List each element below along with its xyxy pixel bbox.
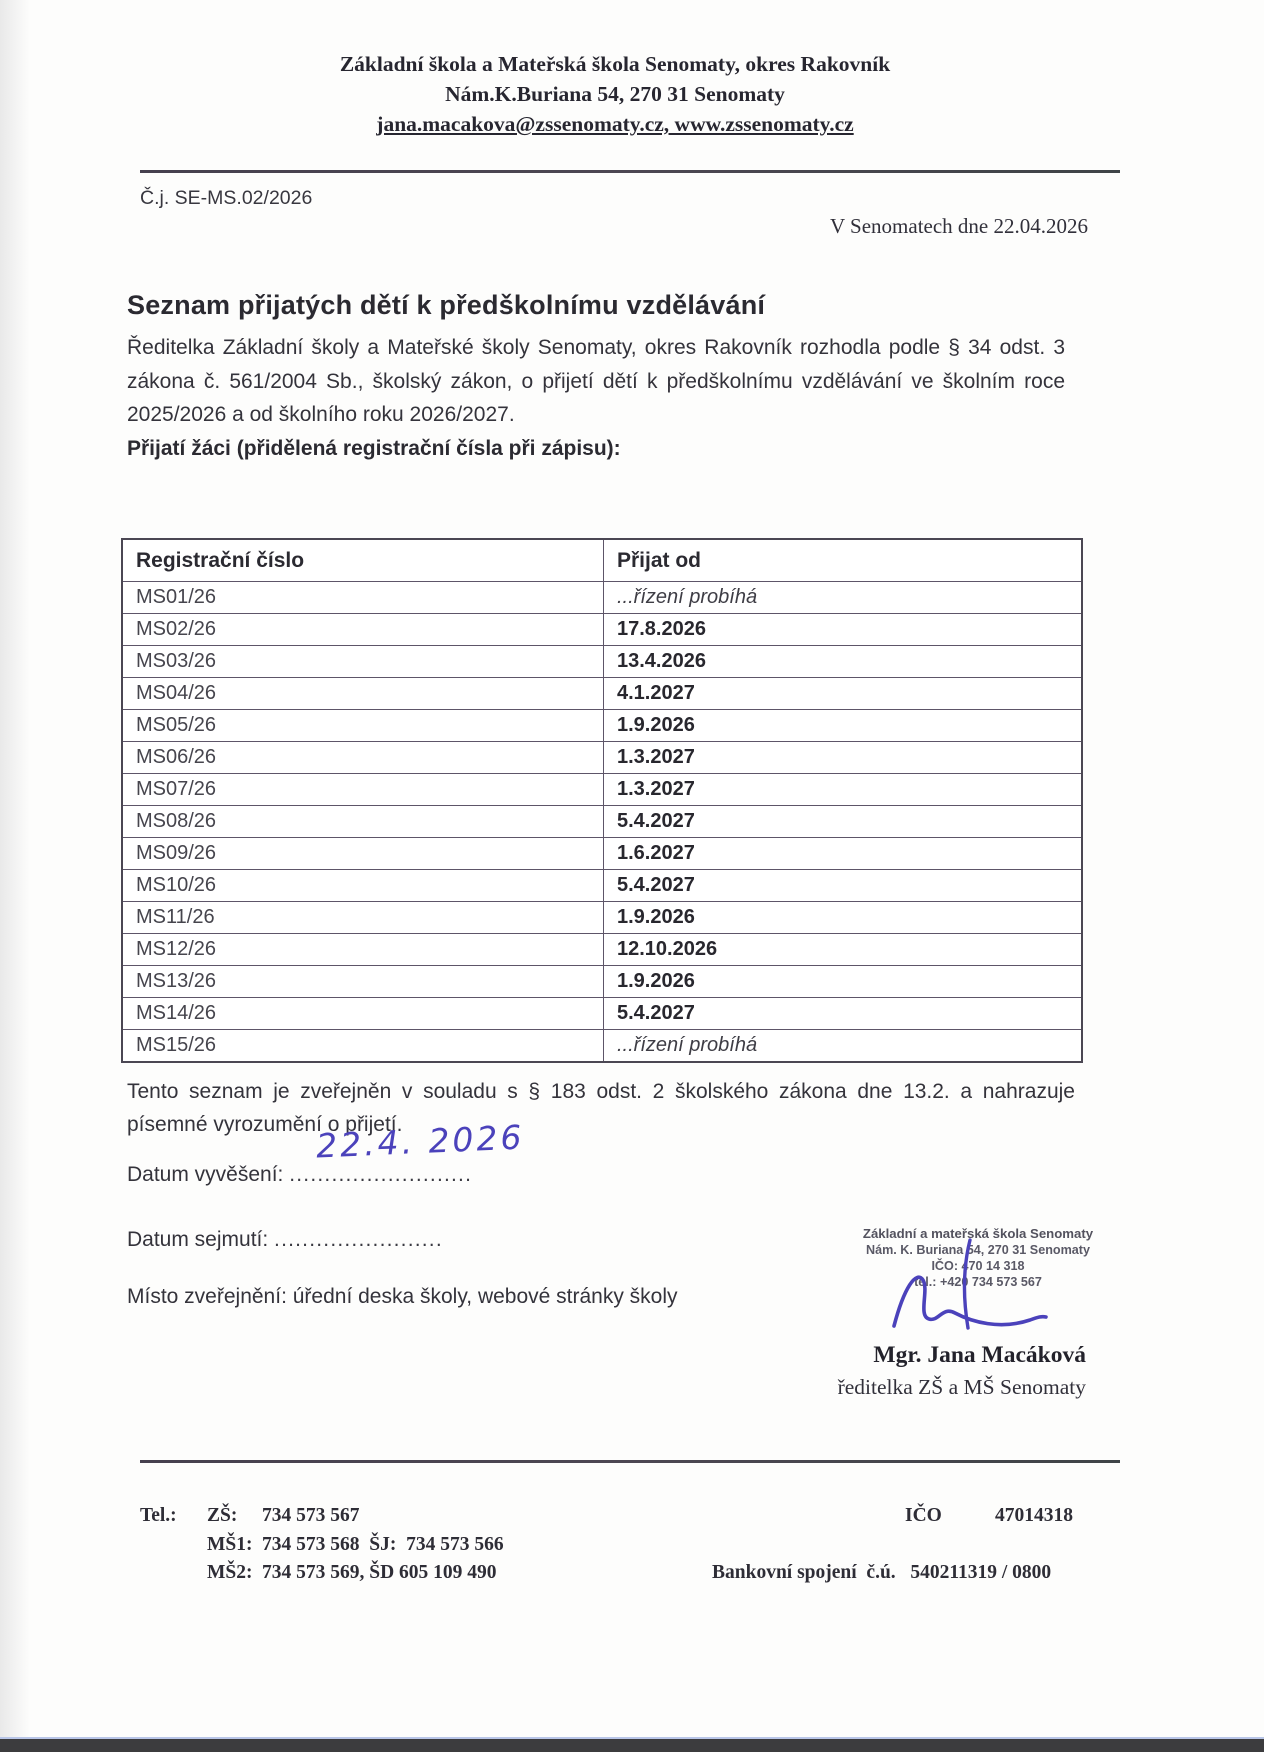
admitted-from-value: 1.3.2027 [617,746,695,768]
registration-number: MS03/26 [123,646,604,677]
admitted-from-value: 5.4.2027 [617,810,695,832]
intro-paragraph: Ředitelka Základní školy a Mateřské školy Senomaty, okres Rakovník rozhodla podle § 34 odst. 3 zákona č. 561/2004 Sb., školský zákon, o přijetí dětí k předškolnímu vzdělávání ve školním roce 2025/2026 a od školního roku 2026/2027. [127,336,1065,426]
admitted-from-value: 1.9.2026 [617,714,695,736]
admitted-from-value: 1.9.2026 [617,970,695,992]
footer-ico-label: IČO [905,1505,942,1526]
registration-number: MS06/26 [123,742,604,773]
registration-number: MS11/26 [123,902,604,933]
posted-date-dotted-line: .......................... [289,1163,473,1186]
registration-number: MS02/26 [123,614,604,645]
footer-bank-spacer [896,1562,911,1583]
admission-table-body [123,581,1081,1061]
registration-number: MS09/26 [123,838,604,869]
admitted-from-value: 17.8.2026 [617,618,706,640]
signer-role: ředitelka ZŠ a MŠ Senomaty [837,1375,1086,1399]
publication-location: Místo zveřejnění: úřední deska školy, webové stránky školy [127,1285,678,1308]
admitted-from-value: 12.10.2026 [617,938,718,960]
table-row [123,645,1081,677]
header-divider [140,170,1120,173]
stamp-school-name: Základní a mateřská škola Senomaty [862,1226,1094,1241]
column-header-admitted-from: Přijat od [617,548,702,572]
school-address: Nám.K.Buriana 54, 270 31 Senomaty [445,82,785,106]
table-header-row [123,540,1081,581]
posted-date-field [127,1163,472,1187]
school-email-web: jana.macakova@zssenomaty.cz, www.zssenomaty.cz [376,112,854,136]
admitted-from-value: 5.4.2027 [617,1002,695,1024]
table-row [123,933,1081,965]
stamp-ico: IČO: 470 14 318 [931,1259,1025,1273]
table-row [123,709,1081,741]
footer-divider [140,1460,1120,1463]
signature-block [838,1342,1086,1400]
footer-tel-label: Tel.: [140,1505,177,1526]
reference-number: Č.j. SE-MS.02/2026 [140,187,313,209]
admissions-table [121,538,1083,1063]
footer-bank-value: 540211319 / 0800 [910,1562,1052,1583]
table-row [123,837,1081,869]
admitted-from-value: 1.6.2027 [617,842,695,864]
admitted-from-value: 4.1.2027 [617,682,695,704]
admitted-from-value: 1.9.2026 [617,906,695,928]
registration-number: MS10/26 [123,870,604,901]
removal-date-label: Datum sejmutí: [127,1228,275,1251]
table-row [123,613,1081,645]
registration-number: MS12/26 [123,934,604,965]
place-and-date: V Senomatech dne 22.04.2026 [830,214,1088,238]
table-row [123,997,1081,1029]
scanner-edge-artifact [0,1737,1264,1752]
school-name: Základní škola a Mateřská škola Senomaty, okres Rakovník [339,52,891,76]
table-row [123,1029,1081,1061]
registration-number: MS08/26 [123,806,604,837]
handwritten-posted-date: 22.4. 2026 [315,1117,526,1166]
registration-number: MS15/26 [123,1030,604,1061]
footer-ms2-phone: 734 573 569, ŠD 605 109 490 [262,1562,497,1583]
registration-number: MS04/26 [123,678,604,709]
registration-number: MS07/26 [123,774,604,805]
footer-ms1-label: MŠ1: [207,1534,253,1555]
registration-number: MS01/26 [123,582,604,613]
handwritten-signature [878,1236,1100,1348]
signer-name: Mgr. Jana Macáková [873,1342,1086,1368]
posted-date-label: Datum vyvěšení: [127,1163,290,1186]
removal-date-field [127,1228,443,1252]
table-row [123,901,1081,933]
table-row [123,677,1081,709]
column-header-registration: Registrační číslo [123,540,604,581]
footer-bank-label: Bankovní spojení č.ú. [712,1562,896,1583]
table-row [123,741,1081,773]
table-caption: Přijatí žáci (přidělená registrační čísla při zápisu): [127,437,621,460]
table-row [123,805,1081,837]
registration-number: MS05/26 [123,710,604,741]
table-row [123,581,1081,613]
footer-zs-label: ZŠ: [207,1505,238,1526]
footer-bank-account [712,1562,1051,1584]
admitted-from-value: ...řízení probíhá [617,586,758,608]
removal-date-dotted-line: ........................ [274,1228,443,1251]
admitted-from-value: 5.4.2027 [617,874,695,896]
stamp-phone: tel.: +420 734 573 567 [914,1275,1042,1289]
publication-note: Tento seznam je zveřejněn v souladu s § 183 odst. 2 školského zákona dne 13.2. a nahrazuje písemné vyrozumění o přijetí. [127,1080,1075,1136]
footer-zs-phone: 734 573 567 [262,1505,360,1526]
admitted-from-value: 13.4.2026 [617,650,706,672]
table-row [123,965,1081,997]
admitted-from-value: ...řízení probíhá [617,1034,758,1056]
table-row [123,869,1081,901]
registration-number: MS14/26 [123,998,604,1029]
table-row [123,773,1081,805]
letterhead [140,52,1090,137]
stamp-address: Nám. K. Buriana 54, 270 31 Senomaty [866,1243,1090,1257]
footer-ms1-phone: 734 573 568 ŠJ: 734 573 566 [262,1534,504,1555]
footer-ico-value: 47014318 [995,1505,1073,1526]
document-title: Seznam přijatých dětí k předškolnímu vzdělávání [127,290,766,320]
admitted-from-value: 1.3.2027 [617,778,695,800]
footer-ms2-label: MŠ2: [207,1562,253,1583]
registration-number: MS13/26 [123,966,604,997]
